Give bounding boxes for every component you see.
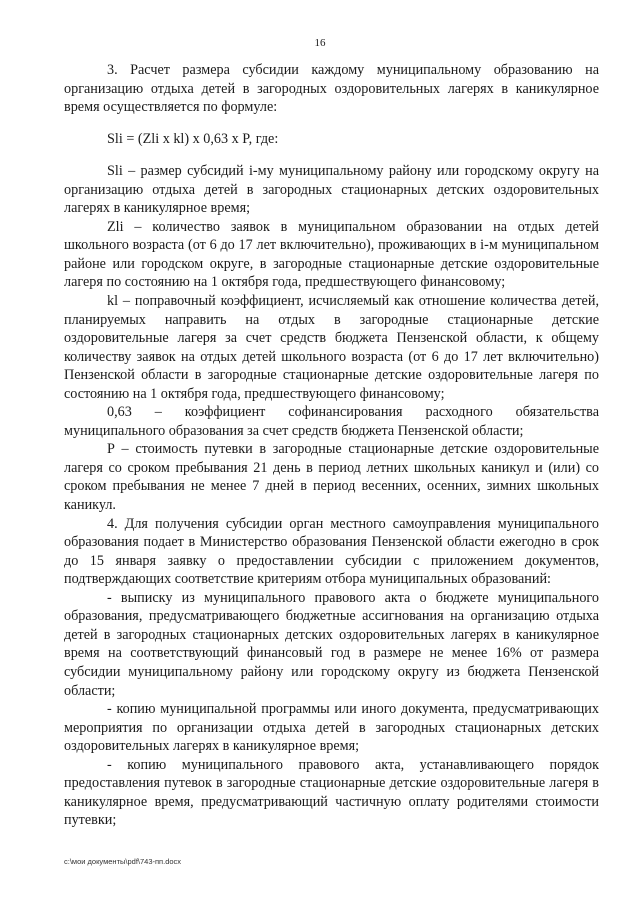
formula: Sli = (Zli x kl) x 0,63 x P, где:	[107, 130, 279, 147]
document-body	[64, 61, 599, 830]
definition-price: Р – стоимость путевки в загородные стационарные детские оздоровительные лагеря со сроком пребывания 21 день в период летних школьных каникул и (или) со сроком пребывания не менее 7 дней в период весенних, осенних, зимних школьных каникул.	[64, 441, 599, 514]
page-number: 16	[314, 37, 326, 49]
paragraph-3-intro: 3. Расчет размера субсидии каждому муниципальному образованию на организацию отдыха детей в загородных оздоровительных лагерях в каникулярное время осуществляется по формуле:	[64, 62, 599, 116]
list-item: - копию муниципальной программы или иного документа, предусматривающих мероприятия по организации отдыха детей в загородных стационарных детских оздоровительных лагерях в каникулярное время;	[64, 701, 599, 755]
footer-file-path: c:\мои документы\pdf\743-пп.docx	[64, 857, 182, 866]
list-item: - копию муниципального правового акта, устанавливающего порядок предоставления путевок в загородные стационарные детские оздоровительные лагеря в каникулярное время, предусматривающий частичную оплату родителями стоимости путевки;	[64, 756, 599, 829]
list-item: - выписку из муниципального правового акта о бюджете муниципального образования, предусматривающего бюджетные ассигнования на организацию отдыха детей в загородных стационарных детских оздоровительных лагерях в каникулярное время на соответствующий финансовый год в размере не менее 16% от размера субсидии муниципальному району или городскому округу из бюджета Пензенской области;	[64, 589, 599, 699]
paragraph-4-intro: 4. Для получения субсидии орган местного самоуправления муниципального образования подает в Министерство образования Пензенской области ежегодно в срок до 15 января заявку о предоставлении субсидии с приложением документов, подтверждающих соответствие критериям отбора муниципальных образований:	[64, 515, 599, 588]
definition-zli: Zli – количество заявок в муниципальном образовании на отдых детей школьного возраста (от 6 до 17 лет включительно), проживающих в i-м муниципальном районе или городском округе, в загородные стационарные детские оздоровительные лагеря по состоянию на 1 октября года, предшествующего финансовому;	[64, 218, 599, 291]
definition-sli: Sli – размер субсидий i-му муниципальному району или городскому округу на организацию отдыха детей в загородных стационарных детских оздоровительных лагерях в каникулярное время;	[64, 163, 599, 217]
definition-kl: kl – поправочный коэффициент, исчисляемый как отношение количества детей, планируемых направить на отдых в загородные стационарные детские оздоровительные лагеря за счет средств бюджета Пензенской области, к общему количеству заявок на отдых детей школьного возраста (от 6 до 17 лет включительно) Пензенской области в загородные стационарные детские оздоровительные лагеря по состоянию на 1 октября года, предшествующего финансовому;	[64, 293, 599, 402]
definition-coefficient: 0,63 – коэффициент софинансирования расходного обязательства муниципального образования за счет средств бюджета Пензенской области;	[64, 404, 599, 439]
